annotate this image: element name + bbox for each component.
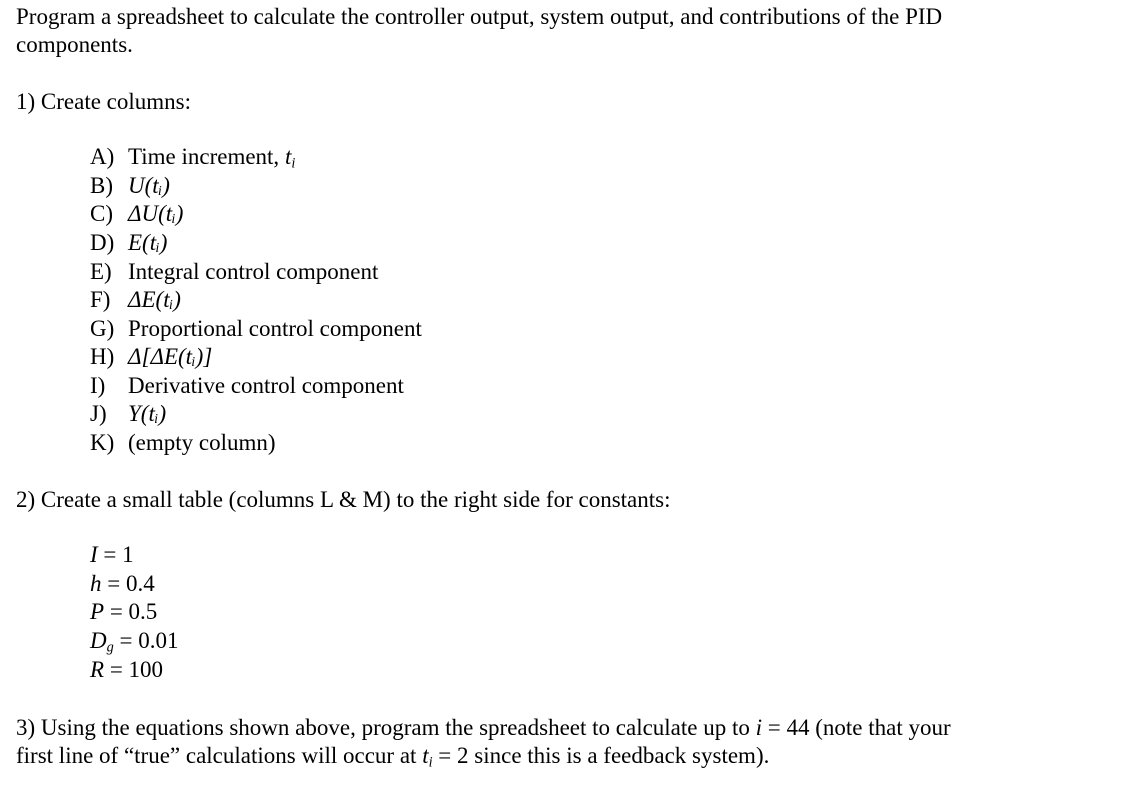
- column-letter: F): [90, 287, 111, 312]
- column-letter: G): [90, 316, 115, 341]
- step1-heading: 1) Create columns:: [16, 89, 192, 114]
- column-item-e: [90, 258, 378, 286]
- column-text: U(tᵢ): [128, 173, 170, 198]
- column-item-c: [90, 200, 183, 228]
- constant-dg: [90, 627, 178, 655]
- column-text: (empty column): [128, 430, 276, 455]
- column-letter: H): [90, 344, 115, 369]
- column-letter: C): [90, 201, 113, 226]
- column-item-i: [90, 372, 404, 400]
- constant-subscript: g: [106, 639, 114, 656]
- column-text: Δ[ΔE(tᵢ)]: [128, 344, 213, 369]
- constant-value: = 0.4: [107, 571, 155, 596]
- constant-name: P: [90, 599, 105, 624]
- step3-line-2-post: = 2 since this is a feedback system).: [432, 743, 770, 768]
- column-text: Derivative control component: [128, 373, 404, 398]
- constant-p: [90, 598, 157, 626]
- column-text: Proportional control component: [128, 316, 422, 341]
- column-text: ΔU(tᵢ): [128, 201, 184, 226]
- step3-line-1-post: = 44 (note that your: [762, 715, 951, 740]
- column-item-k: [90, 429, 276, 457]
- step3-var-i: i: [755, 715, 763, 740]
- constant-r: [90, 656, 163, 684]
- constant-name: D: [90, 628, 107, 653]
- constant-name: R: [90, 657, 105, 682]
- step3-line-2-pre: first line of “true” calculations will occur at: [16, 743, 423, 768]
- column-item-a: [90, 143, 295, 171]
- column-item-f: [90, 286, 181, 314]
- step3-line-2: [16, 742, 769, 770]
- step2-heading: 2) Create a small table (columns L & M) to the right side for constants:: [16, 487, 671, 512]
- column-text: Integral control component: [128, 259, 379, 284]
- column-letter: B): [90, 173, 113, 198]
- constant-h: [90, 570, 155, 598]
- column-letter: J): [90, 401, 107, 426]
- constant-value: = 0.5: [109, 599, 158, 624]
- constant-name: h: [90, 571, 102, 596]
- column-letter: E): [90, 259, 112, 284]
- intro-line-1: Program a spreadsheet to calculate the controller output, system output, and contributions of the PID: [16, 4, 943, 29]
- column-text: Y(tᵢ): [128, 401, 167, 426]
- column-text: ΔE(tᵢ): [128, 287, 181, 312]
- constant-value: = 1: [103, 542, 134, 567]
- column-symbol: t: [284, 144, 292, 169]
- column-item-g: [90, 315, 422, 343]
- column-item-h: [90, 343, 212, 371]
- column-item-d: [90, 229, 167, 257]
- column-letter: K): [90, 430, 115, 455]
- column-item-b: [90, 172, 170, 200]
- step3-var-t: t: [422, 743, 429, 768]
- constant-name: I: [90, 542, 98, 567]
- intro-line-2: components.: [16, 32, 133, 57]
- column-text: Time increment,: [128, 144, 285, 169]
- step3-var-t-subscript: i: [428, 754, 433, 771]
- constant-value: = 100: [109, 657, 164, 682]
- column-subscript: i: [291, 155, 296, 172]
- constant-i: [90, 541, 134, 569]
- column-letter: D): [90, 230, 115, 255]
- step3-line-1-pre: 3) Using the equations shown above, program the spreadsheet to calculate up to: [16, 715, 756, 740]
- step3-line-1: [16, 714, 951, 742]
- column-letter: I): [90, 373, 106, 398]
- column-item-j: [90, 400, 166, 428]
- column-letter: A): [90, 144, 115, 169]
- column-text: E(tᵢ): [128, 230, 168, 255]
- constant-value: = 0.01: [119, 628, 179, 653]
